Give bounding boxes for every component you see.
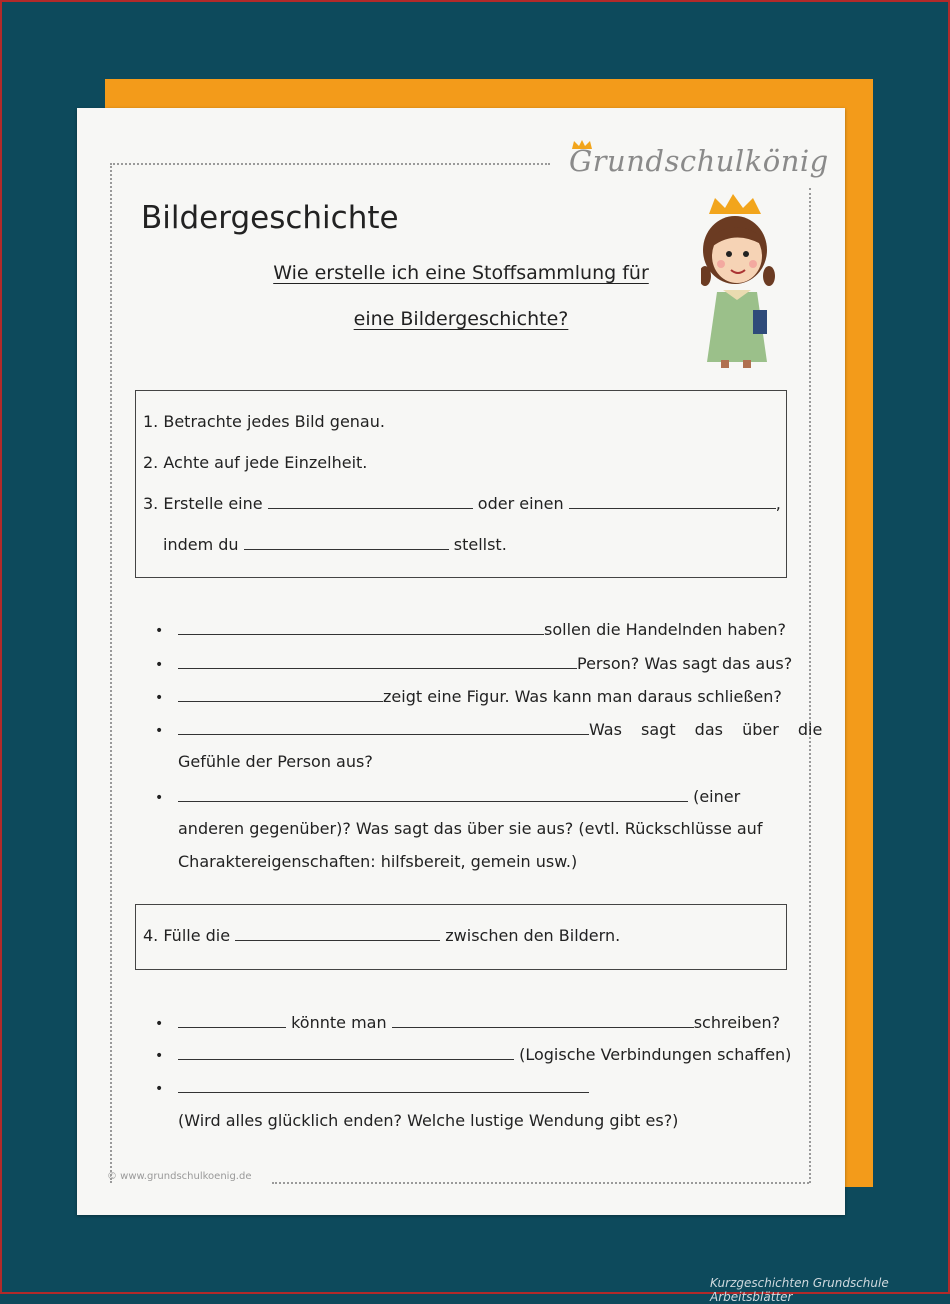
bullet-marker: • [155, 1081, 164, 1097]
fill-in-blank[interactable] [244, 535, 449, 550]
bullet-4-text-a: Was sagt das über die [589, 720, 823, 739]
dotted-border-top [110, 163, 550, 165]
instruction-3 [143, 494, 781, 513]
bullet-6 [178, 1013, 780, 1032]
instruction-4-text-a: 4. Fülle die [143, 926, 231, 945]
bullet-marker: • [155, 790, 164, 806]
bullet-7 [178, 1045, 791, 1064]
bullet-3 [178, 687, 782, 706]
subtitle-line-1: Wie erstelle ich eine Stoffsammlung für [273, 262, 649, 284]
bullet-1 [178, 620, 786, 639]
bullet-1-text: sollen die Handelnden haben? [544, 620, 786, 639]
instruction-3-text-e: stellst. [453, 535, 507, 554]
bullet-5-continued: anderen gegenüber)? Was sagt das über sie aus? (evtl. Rückschlüsse auf [178, 819, 763, 838]
instruction-2: 2. Achte auf jede Einzelheit. [143, 453, 368, 472]
bullet-marker: • [155, 623, 164, 639]
image-caption: Kurzgeschichten Grundschule Arbeitsblätter [710, 1276, 889, 1304]
bullet-marker: • [155, 657, 164, 673]
bullet-5-continued-2: Charaktereigenschaften: hilfsbereit, gemein usw.) [178, 852, 578, 871]
worksheet-page [77, 108, 845, 1215]
fill-in-blank[interactable] [392, 1013, 694, 1028]
dotted-border-bottom [272, 1182, 809, 1184]
fill-in-blank[interactable] [178, 687, 383, 702]
bullet-4 [178, 720, 822, 739]
instruction-3-text-b: oder einen [477, 494, 564, 513]
fill-in-blank[interactable] [268, 494, 473, 509]
bullet-6-text-a: könnte man [291, 1013, 387, 1032]
bullet-5 [178, 787, 740, 806]
dotted-border-right [809, 188, 811, 1183]
instruction-4 [143, 926, 620, 945]
bullet-marker: • [155, 1048, 164, 1064]
fill-in-blank[interactable] [178, 787, 688, 802]
bullet-marker: • [155, 1016, 164, 1032]
bullet-2-text: Person? Was sagt das aus? [577, 654, 793, 673]
brand-logo: Grundschulkönig [569, 144, 829, 178]
instruction-3-comma: , [775, 494, 781, 513]
bullet-2 [178, 654, 792, 673]
footer-copyright: © www.grundschulkoenig.de [107, 1171, 252, 1182]
girl-with-crown-illustration [701, 194, 781, 370]
instruction-3-text-a: 3. Erstelle eine [143, 494, 263, 513]
instruction-3-continued [163, 535, 507, 554]
fill-in-blank[interactable] [178, 1045, 514, 1060]
bullet-3-text: zeigt eine Figur. Was kann man daraus schließen? [383, 687, 782, 706]
bullet-8 [178, 1078, 589, 1097]
bullet-marker: • [155, 723, 164, 739]
bullet-4-continued: Gefühle der Person aus? [178, 752, 373, 771]
instruction-1: 1. Betrachte jedes Bild genau. [143, 412, 385, 431]
fill-in-blank[interactable] [178, 1013, 286, 1028]
fill-in-blank[interactable] [178, 720, 589, 735]
page-title: Bildergeschichte [141, 200, 399, 236]
fill-in-blank[interactable] [235, 926, 440, 941]
bullet-8-continued: (Wird alles glücklich enden? Welche lustige Wendung gibt es?) [178, 1111, 679, 1130]
fill-in-blank[interactable] [569, 494, 776, 509]
instruction-3-text-d: indem du [163, 535, 239, 554]
bullet-marker: • [155, 690, 164, 706]
bullet-5-text-a: (einer [693, 787, 741, 806]
instruction-4-text-b: zwischen den Bildern. [445, 926, 621, 945]
subtitle-line-2: eine Bildergeschichte? [353, 308, 569, 330]
fill-in-blank[interactable] [178, 1078, 589, 1093]
fill-in-blank[interactable] [178, 620, 544, 635]
fill-in-blank[interactable] [178, 654, 577, 669]
bullet-6-text-b: schreiben? [693, 1013, 781, 1032]
bullet-7-text: (Logische Verbindungen schaffen) [519, 1045, 792, 1064]
